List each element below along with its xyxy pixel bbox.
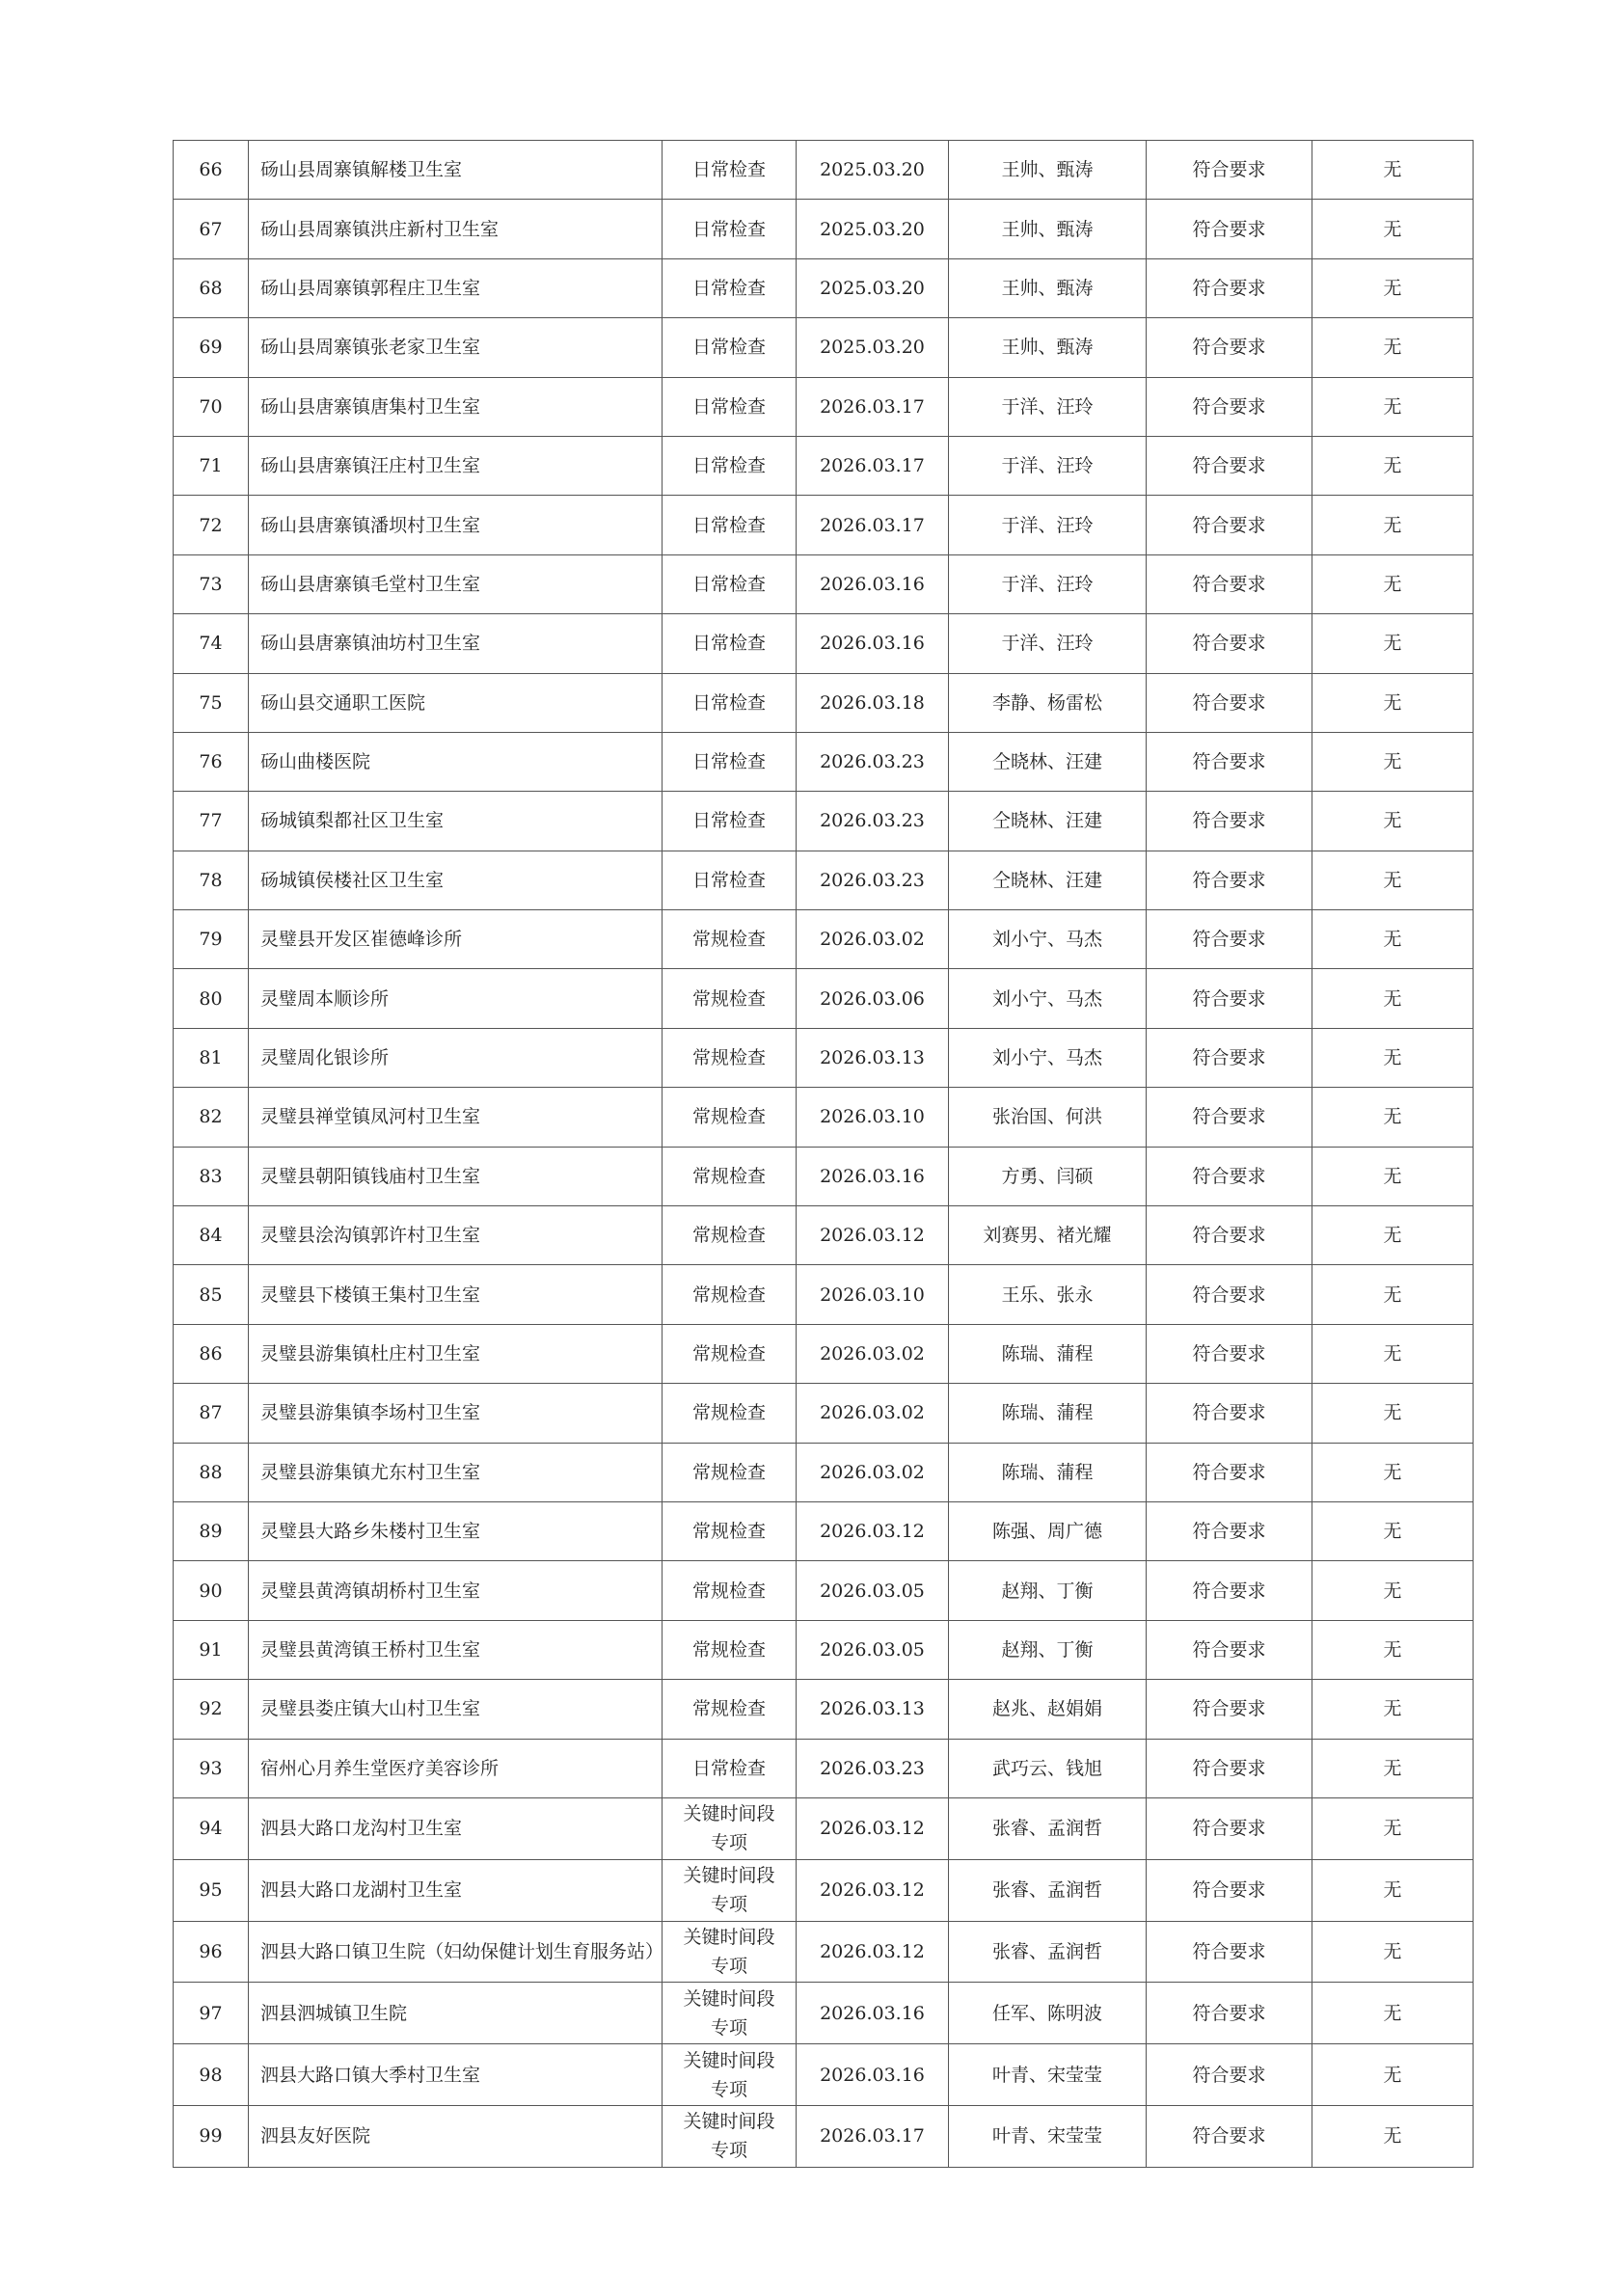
table-row xyxy=(174,1859,1474,1921)
cell-result: 符合要求 xyxy=(1147,1921,1312,1983)
table-row xyxy=(174,2105,1474,2167)
cell-no: 80 xyxy=(174,969,249,1028)
cell-issues: 无 xyxy=(1312,910,1474,969)
cell-type: 关键时间段 专项 xyxy=(663,2044,797,2106)
cell-issues: 无 xyxy=(1312,851,1474,909)
cell-date: 2026.03.12 xyxy=(797,1206,949,1265)
cell-date: 2026.03.02 xyxy=(797,1443,949,1501)
cell-issues: 无 xyxy=(1312,1206,1474,1265)
cell-type: 日常检查 xyxy=(663,318,797,377)
cell-result: 符合要求 xyxy=(1147,851,1312,909)
table-row xyxy=(174,910,1474,969)
cell-date: 2026.03.23 xyxy=(797,792,949,851)
cell-no: 69 xyxy=(174,318,249,377)
cell-issues: 无 xyxy=(1312,496,1474,554)
cell-result: 符合要求 xyxy=(1147,318,1312,377)
cell-inspectors: 叶青、宋莹莹 xyxy=(949,2105,1147,2167)
cell-result: 符合要求 xyxy=(1147,2105,1312,2167)
cell-no: 95 xyxy=(174,1859,249,1921)
cell-inspectors: 王帅、甄涛 xyxy=(949,258,1147,317)
cell-inspectors: 武巧云、钱旭 xyxy=(949,1739,1147,1797)
cell-type: 常规检查 xyxy=(663,1384,797,1443)
cell-issues: 无 xyxy=(1312,1859,1474,1921)
cell-issues: 无 xyxy=(1312,1797,1474,1859)
table-row xyxy=(174,1206,1474,1265)
cell-no: 76 xyxy=(174,732,249,791)
cell-no: 79 xyxy=(174,910,249,969)
table-row xyxy=(174,1561,1474,1620)
table-row xyxy=(174,1265,1474,1324)
cell-name: 砀山县唐寨镇毛堂村卫生室 xyxy=(249,554,663,613)
cell-issues: 无 xyxy=(1312,436,1474,495)
cell-inspectors: 陈瑞、蒲程 xyxy=(949,1324,1147,1383)
cell-no: 81 xyxy=(174,1028,249,1087)
cell-no: 83 xyxy=(174,1147,249,1205)
cell-issues: 无 xyxy=(1312,258,1474,317)
cell-no: 72 xyxy=(174,496,249,554)
cell-result: 符合要求 xyxy=(1147,1620,1312,1679)
cell-type: 日常检查 xyxy=(663,141,797,200)
cell-no: 67 xyxy=(174,200,249,258)
cell-date: 2026.03.05 xyxy=(797,1561,949,1620)
cell-inspectors: 王帅、甄涛 xyxy=(949,141,1147,200)
cell-result: 符合要求 xyxy=(1147,436,1312,495)
cell-name: 砀山县交通职工医院 xyxy=(249,673,663,732)
cell-name: 灵璧县开发区崔德峰诊所 xyxy=(249,910,663,969)
cell-date: 2026.03.16 xyxy=(797,1147,949,1205)
cell-date: 2026.03.02 xyxy=(797,910,949,969)
cell-inspectors: 仝晓林、汪建 xyxy=(949,732,1147,791)
cell-no: 89 xyxy=(174,1501,249,1560)
cell-no: 98 xyxy=(174,2044,249,2106)
cell-date: 2026.03.18 xyxy=(797,673,949,732)
cell-date: 2026.03.13 xyxy=(797,1680,949,1739)
cell-result: 符合要求 xyxy=(1147,1983,1312,2044)
cell-result: 符合要求 xyxy=(1147,377,1312,436)
cell-name: 砀山曲楼医院 xyxy=(249,732,663,791)
cell-date: 2026.03.12 xyxy=(797,1797,949,1859)
cell-name: 灵璧县游集镇尤东村卫生室 xyxy=(249,1443,663,1501)
cell-no: 77 xyxy=(174,792,249,851)
cell-no: 99 xyxy=(174,2105,249,2167)
cell-date: 2026.03.05 xyxy=(797,1620,949,1679)
cell-issues: 无 xyxy=(1312,377,1474,436)
cell-name: 泗县泗城镇卫生院 xyxy=(249,1983,663,2044)
cell-result: 符合要求 xyxy=(1147,2044,1312,2106)
cell-result: 符合要求 xyxy=(1147,496,1312,554)
cell-date: 2026.03.17 xyxy=(797,377,949,436)
cell-inspectors: 赵兆、赵娟娟 xyxy=(949,1680,1147,1739)
cell-date: 2026.03.16 xyxy=(797,2044,949,2106)
cell-type: 常规检查 xyxy=(663,910,797,969)
cell-type: 常规检查 xyxy=(663,1501,797,1560)
cell-inspectors: 方勇、闫硕 xyxy=(949,1147,1147,1205)
cell-type: 常规检查 xyxy=(663,1206,797,1265)
cell-no: 73 xyxy=(174,554,249,613)
cell-type: 日常检查 xyxy=(663,554,797,613)
cell-no: 91 xyxy=(174,1620,249,1679)
table-row xyxy=(174,614,1474,673)
cell-no: 87 xyxy=(174,1384,249,1443)
cell-type: 常规检查 xyxy=(663,1561,797,1620)
table-row xyxy=(174,1384,1474,1443)
cell-result: 符合要求 xyxy=(1147,1561,1312,1620)
cell-name: 砀山县周寨镇解楼卫生室 xyxy=(249,141,663,200)
cell-issues: 无 xyxy=(1312,792,1474,851)
cell-no: 66 xyxy=(174,141,249,200)
cell-date: 2026.03.10 xyxy=(797,1088,949,1147)
cell-issues: 无 xyxy=(1312,1088,1474,1147)
cell-type: 常规检查 xyxy=(663,1088,797,1147)
cell-issues: 无 xyxy=(1312,200,1474,258)
cell-result: 符合要求 xyxy=(1147,673,1312,732)
table-row xyxy=(174,554,1474,613)
cell-name: 灵璧县浍沟镇郭许村卫生室 xyxy=(249,1206,663,1265)
table-row xyxy=(174,1797,1474,1859)
cell-date: 2026.03.17 xyxy=(797,2105,949,2167)
cell-name: 灵璧县黄湾镇王桥村卫生室 xyxy=(249,1620,663,1679)
cell-date: 2026.03.13 xyxy=(797,1028,949,1087)
cell-type: 关键时间段 专项 xyxy=(663,1983,797,2044)
cell-name: 砀山县唐寨镇油坊村卫生室 xyxy=(249,614,663,673)
cell-no: 85 xyxy=(174,1265,249,1324)
cell-name: 泗县大路口镇大季村卫生室 xyxy=(249,2044,663,2106)
cell-no: 70 xyxy=(174,377,249,436)
cell-type: 关键时间段 专项 xyxy=(663,2105,797,2167)
cell-inspectors: 于洋、汪玲 xyxy=(949,554,1147,613)
table-row xyxy=(174,969,1474,1028)
table-row xyxy=(174,258,1474,317)
cell-result: 符合要求 xyxy=(1147,141,1312,200)
cell-no: 75 xyxy=(174,673,249,732)
cell-name: 泗县大路口龙沟村卫生室 xyxy=(249,1797,663,1859)
cell-result: 符合要求 xyxy=(1147,200,1312,258)
cell-result: 符合要求 xyxy=(1147,1443,1312,1501)
cell-date: 2026.03.02 xyxy=(797,1384,949,1443)
cell-inspectors: 张睿、孟润哲 xyxy=(949,1797,1147,1859)
cell-issues: 无 xyxy=(1312,1921,1474,1983)
cell-inspectors: 于洋、汪玲 xyxy=(949,496,1147,554)
cell-type: 日常检查 xyxy=(663,436,797,495)
cell-name: 宿州心月养生堂医疗美容诊所 xyxy=(249,1739,663,1797)
cell-result: 符合要求 xyxy=(1147,1028,1312,1087)
cell-type: 常规检查 xyxy=(663,1028,797,1087)
table-row xyxy=(174,732,1474,791)
cell-issues: 无 xyxy=(1312,1680,1474,1739)
cell-name: 灵璧县朝阳镇钱庙村卫生室 xyxy=(249,1147,663,1205)
table-row xyxy=(174,1983,1474,2044)
table-row xyxy=(174,1028,1474,1087)
cell-type: 日常检查 xyxy=(663,851,797,909)
table-row xyxy=(174,1680,1474,1739)
cell-result: 符合要求 xyxy=(1147,614,1312,673)
table-row xyxy=(174,673,1474,732)
inspection-table xyxy=(173,140,1474,2168)
table-row xyxy=(174,2044,1474,2106)
cell-date: 2026.03.12 xyxy=(797,1859,949,1921)
cell-name: 泗县大路口镇卫生院（妇幼保健计划生育服务站） xyxy=(249,1921,663,1983)
cell-issues: 无 xyxy=(1312,1443,1474,1501)
cell-type: 日常检查 xyxy=(663,614,797,673)
cell-date: 2026.03.17 xyxy=(797,436,949,495)
cell-no: 96 xyxy=(174,1921,249,1983)
cell-date: 2026.03.16 xyxy=(797,614,949,673)
table-row xyxy=(174,200,1474,258)
cell-name: 砀城镇梨都社区卫生室 xyxy=(249,792,663,851)
cell-issues: 无 xyxy=(1312,1324,1474,1383)
cell-result: 符合要求 xyxy=(1147,1739,1312,1797)
cell-result: 符合要求 xyxy=(1147,792,1312,851)
cell-date: 2026.03.16 xyxy=(797,554,949,613)
cell-type: 常规检查 xyxy=(663,969,797,1028)
cell-inspectors: 刘小宁、马杰 xyxy=(949,1028,1147,1087)
cell-type: 常规检查 xyxy=(663,1324,797,1383)
cell-inspectors: 赵翔、丁衡 xyxy=(949,1620,1147,1679)
table-row xyxy=(174,318,1474,377)
cell-type: 常规检查 xyxy=(663,1147,797,1205)
cell-result: 符合要求 xyxy=(1147,910,1312,969)
cell-date: 2026.03.12 xyxy=(797,1921,949,1983)
cell-inspectors: 刘小宁、马杰 xyxy=(949,969,1147,1028)
cell-inspectors: 刘小宁、马杰 xyxy=(949,910,1147,969)
cell-type: 日常检查 xyxy=(663,1739,797,1797)
cell-issues: 无 xyxy=(1312,614,1474,673)
cell-inspectors: 于洋、汪玲 xyxy=(949,614,1147,673)
cell-no: 82 xyxy=(174,1088,249,1147)
cell-result: 符合要求 xyxy=(1147,1797,1312,1859)
table-row xyxy=(174,1739,1474,1797)
cell-type: 关键时间段 专项 xyxy=(663,1921,797,1983)
cell-name: 泗县友好医院 xyxy=(249,2105,663,2167)
cell-no: 68 xyxy=(174,258,249,317)
cell-inspectors: 王帅、甄涛 xyxy=(949,200,1147,258)
cell-result: 符合要求 xyxy=(1147,554,1312,613)
cell-type: 日常检查 xyxy=(663,673,797,732)
table-row xyxy=(174,1501,1474,1560)
cell-issues: 无 xyxy=(1312,554,1474,613)
table-row xyxy=(174,1921,1474,1983)
cell-no: 88 xyxy=(174,1443,249,1501)
cell-name: 灵璧县游集镇杜庄村卫生室 xyxy=(249,1324,663,1383)
table-row xyxy=(174,1620,1474,1679)
cell-issues: 无 xyxy=(1312,2044,1474,2106)
cell-issues: 无 xyxy=(1312,1384,1474,1443)
cell-name: 灵璧周本顺诊所 xyxy=(249,969,663,1028)
cell-date: 2025.03.20 xyxy=(797,141,949,200)
cell-inspectors: 张睿、孟润哲 xyxy=(949,1921,1147,1983)
cell-name: 砀山县唐寨镇唐集村卫生室 xyxy=(249,377,663,436)
cell-name: 砀城镇侯楼社区卫生室 xyxy=(249,851,663,909)
table-row xyxy=(174,377,1474,436)
cell-issues: 无 xyxy=(1312,1501,1474,1560)
cell-name: 灵璧县下楼镇王集村卫生室 xyxy=(249,1265,663,1324)
cell-name: 灵璧县禅堂镇凤河村卫生室 xyxy=(249,1088,663,1147)
cell-inspectors: 任军、陈明波 xyxy=(949,1983,1147,2044)
cell-inspectors: 叶青、宋莹莹 xyxy=(949,2044,1147,2106)
cell-name: 灵璧县黄湾镇胡桥村卫生室 xyxy=(249,1561,663,1620)
cell-date: 2026.03.06 xyxy=(797,969,949,1028)
cell-no: 90 xyxy=(174,1561,249,1620)
cell-inspectors: 李静、杨雷松 xyxy=(949,673,1147,732)
cell-name: 砀山县唐寨镇汪庄村卫生室 xyxy=(249,436,663,495)
cell-inspectors: 张治国、何洪 xyxy=(949,1088,1147,1147)
cell-no: 84 xyxy=(174,1206,249,1265)
cell-issues: 无 xyxy=(1312,318,1474,377)
cell-inspectors: 陈瑞、蒲程 xyxy=(949,1443,1147,1501)
table-row xyxy=(174,436,1474,495)
cell-no: 78 xyxy=(174,851,249,909)
cell-issues: 无 xyxy=(1312,2105,1474,2167)
cell-result: 符合要求 xyxy=(1147,1088,1312,1147)
cell-inspectors: 陈瑞、蒲程 xyxy=(949,1384,1147,1443)
cell-issues: 无 xyxy=(1312,1983,1474,2044)
cell-date: 2026.03.23 xyxy=(797,732,949,791)
cell-name: 灵璧县游集镇李场村卫生室 xyxy=(249,1384,663,1443)
cell-result: 符合要求 xyxy=(1147,969,1312,1028)
cell-type: 常规检查 xyxy=(663,1443,797,1501)
cell-inspectors: 仝晓林、汪建 xyxy=(949,851,1147,909)
table-body xyxy=(174,141,1474,2168)
cell-date: 2026.03.23 xyxy=(797,1739,949,1797)
cell-no: 74 xyxy=(174,614,249,673)
cell-type: 日常检查 xyxy=(663,258,797,317)
cell-inspectors: 王乐、张永 xyxy=(949,1265,1147,1324)
cell-no: 92 xyxy=(174,1680,249,1739)
cell-type: 日常检查 xyxy=(663,496,797,554)
cell-inspectors: 刘赛男、褚光耀 xyxy=(949,1206,1147,1265)
cell-name: 砀山县唐寨镇潘坝村卫生室 xyxy=(249,496,663,554)
cell-issues: 无 xyxy=(1312,1561,1474,1620)
cell-date: 2025.03.20 xyxy=(797,318,949,377)
cell-date: 2026.03.16 xyxy=(797,1983,949,2044)
cell-no: 93 xyxy=(174,1739,249,1797)
table-row xyxy=(174,1443,1474,1501)
cell-date: 2025.03.20 xyxy=(797,200,949,258)
cell-date: 2026.03.23 xyxy=(797,851,949,909)
cell-inspectors: 赵翔、丁衡 xyxy=(949,1561,1147,1620)
cell-issues: 无 xyxy=(1312,969,1474,1028)
cell-name: 泗县大路口龙湖村卫生室 xyxy=(249,1859,663,1921)
cell-no: 94 xyxy=(174,1797,249,1859)
cell-result: 符合要求 xyxy=(1147,1206,1312,1265)
cell-inspectors: 王帅、甄涛 xyxy=(949,318,1147,377)
cell-type: 常规检查 xyxy=(663,1680,797,1739)
cell-result: 符合要求 xyxy=(1147,1324,1312,1383)
table-row xyxy=(174,851,1474,909)
table-row xyxy=(174,1147,1474,1205)
cell-name: 灵璧县大路乡朱楼村卫生室 xyxy=(249,1501,663,1560)
cell-result: 符合要求 xyxy=(1147,1501,1312,1560)
cell-result: 符合要求 xyxy=(1147,1384,1312,1443)
cell-result: 符合要求 xyxy=(1147,732,1312,791)
table-row xyxy=(174,792,1474,851)
cell-name: 灵璧周化银诊所 xyxy=(249,1028,663,1087)
table-row xyxy=(174,496,1474,554)
cell-result: 符合要求 xyxy=(1147,1147,1312,1205)
cell-type: 关键时间段 专项 xyxy=(663,1859,797,1921)
cell-type: 日常检查 xyxy=(663,377,797,436)
cell-name: 砀山县周寨镇郭程庄卫生室 xyxy=(249,258,663,317)
cell-type: 日常检查 xyxy=(663,732,797,791)
cell-issues: 无 xyxy=(1312,1265,1474,1324)
cell-date: 2026.03.10 xyxy=(797,1265,949,1324)
cell-inspectors: 于洋、汪玲 xyxy=(949,377,1147,436)
cell-type: 关键时间段 专项 xyxy=(663,1797,797,1859)
cell-name: 砀山县周寨镇洪庄新村卫生室 xyxy=(249,200,663,258)
cell-inspectors: 张睿、孟润哲 xyxy=(949,1859,1147,1921)
cell-type: 常规检查 xyxy=(663,1265,797,1324)
cell-no: 86 xyxy=(174,1324,249,1383)
cell-inspectors: 陈强、周广德 xyxy=(949,1501,1147,1560)
cell-issues: 无 xyxy=(1312,1028,1474,1087)
cell-result: 符合要求 xyxy=(1147,1265,1312,1324)
cell-issues: 无 xyxy=(1312,673,1474,732)
cell-name: 砀山县周寨镇张老家卫生室 xyxy=(249,318,663,377)
cell-issues: 无 xyxy=(1312,141,1474,200)
cell-type: 日常检查 xyxy=(663,200,797,258)
cell-inspectors: 仝晓林、汪建 xyxy=(949,792,1147,851)
table-row xyxy=(174,141,1474,200)
cell-issues: 无 xyxy=(1312,1739,1474,1797)
cell-inspectors: 于洋、汪玲 xyxy=(949,436,1147,495)
cell-no: 97 xyxy=(174,1983,249,2044)
cell-type: 常规检查 xyxy=(663,1620,797,1679)
cell-result: 符合要求 xyxy=(1147,258,1312,317)
table-row xyxy=(174,1324,1474,1383)
cell-issues: 无 xyxy=(1312,732,1474,791)
cell-type: 日常检查 xyxy=(663,792,797,851)
cell-result: 符合要求 xyxy=(1147,1859,1312,1921)
cell-date: 2026.03.12 xyxy=(797,1501,949,1560)
cell-issues: 无 xyxy=(1312,1147,1474,1205)
cell-result: 符合要求 xyxy=(1147,1680,1312,1739)
table-row xyxy=(174,1088,1474,1147)
cell-issues: 无 xyxy=(1312,1620,1474,1679)
cell-date: 2025.03.20 xyxy=(797,258,949,317)
cell-no: 71 xyxy=(174,436,249,495)
cell-date: 2026.03.02 xyxy=(797,1324,949,1383)
cell-name: 灵璧县娄庄镇大山村卫生室 xyxy=(249,1680,663,1739)
cell-date: 2026.03.17 xyxy=(797,496,949,554)
